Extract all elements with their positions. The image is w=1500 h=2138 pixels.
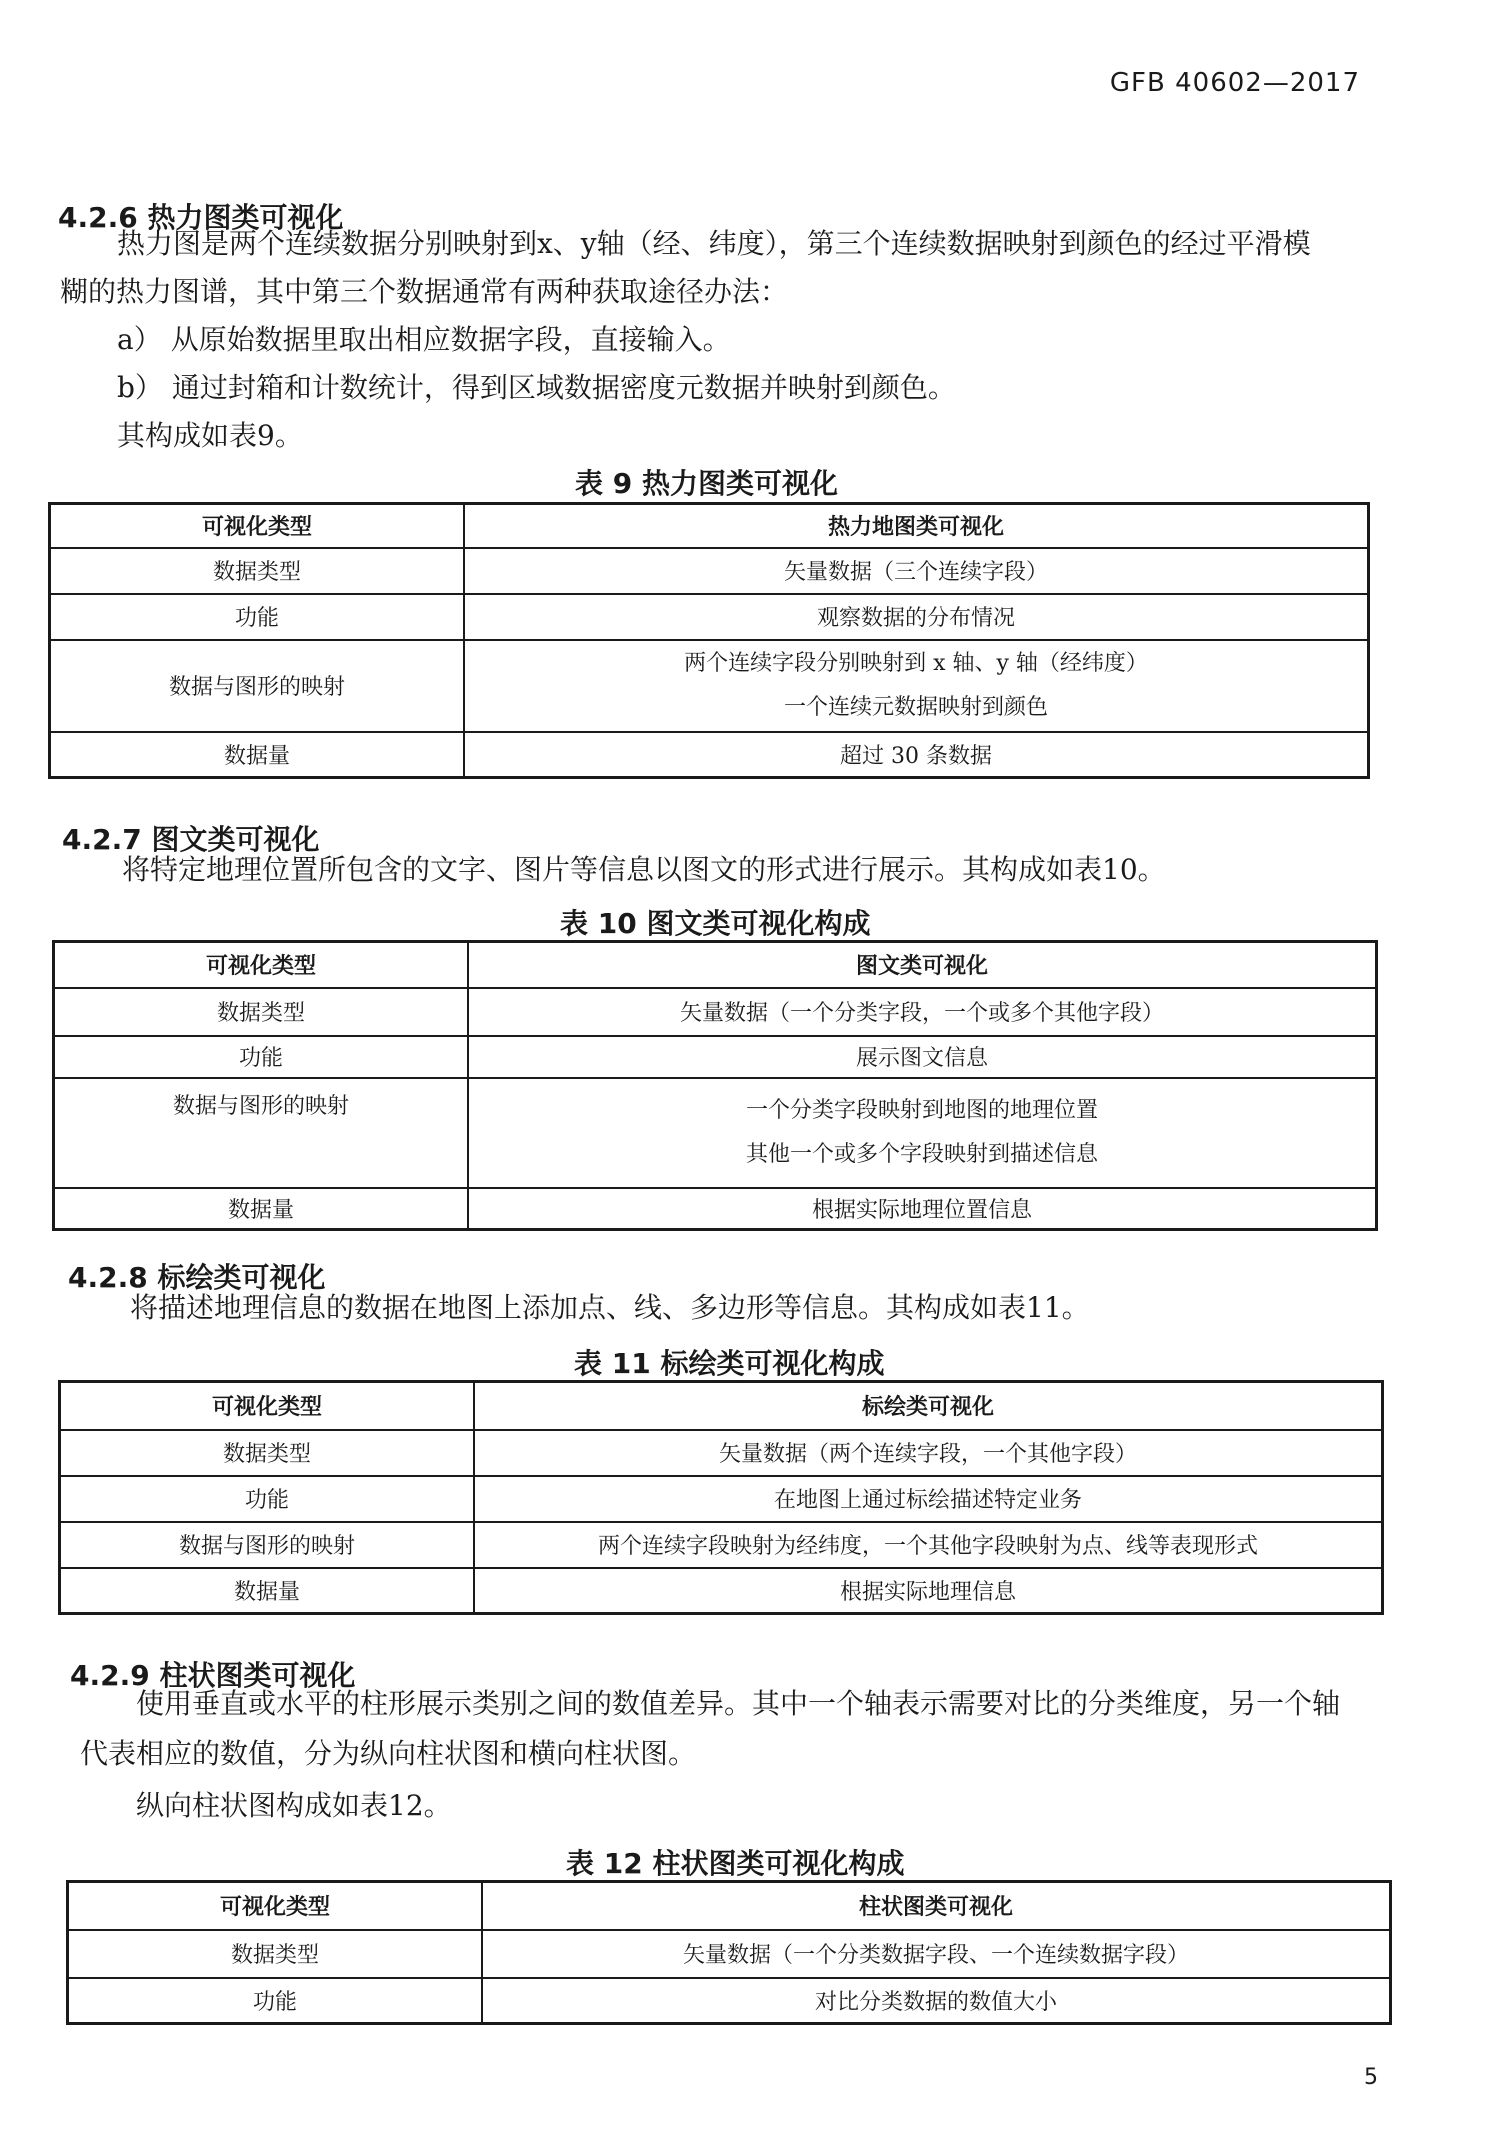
- table-row: [50, 640, 1369, 732]
- table-cell: 矢量数据（两个连续字段，一个其他字段）: [474, 1430, 1383, 1476]
- table10-header-type: 可视化类型: [54, 942, 469, 988]
- paragraph-429-line2: 代表相应的数值，分为纵向柱状图和横向柱状图。: [80, 1737, 697, 1770]
- table-row: [54, 988, 1377, 1036]
- table-row: [60, 1522, 1383, 1568]
- table-cell: 在地图上通过标绘描述特定业务: [474, 1476, 1383, 1522]
- table10: [52, 940, 1378, 1231]
- table-cell: 矢量数据（三个连续字段）: [464, 548, 1369, 594]
- table11: [58, 1380, 1384, 1615]
- paragraph-429-line1: 使用垂直或水平的柱形展示类别之间的数值差异。其中一个轴表示需要对比的分类维度，另一个轴: [136, 1687, 1341, 1720]
- table-row: [68, 1882, 1391, 1930]
- page-number: 5: [1364, 2065, 1378, 2090]
- paragraph-426-line2: 糊的热力图谱，其中第三个数据通常有两种获取途径办法：: [60, 275, 789, 308]
- table-row: [60, 1382, 1383, 1430]
- table-cell: 数据量: [60, 1568, 475, 1614]
- table-cell: 对比分类数据的数值大小: [482, 1978, 1391, 2024]
- paragraph-426-line1: 热力图是两个连续数据分别映射到x、y轴（经、纬度），第三个连续数据映射到颜色的经过平滑模: [117, 227, 1311, 260]
- table12-header-value: 柱状图类可视化: [482, 1882, 1391, 1930]
- table-cell: 功能: [60, 1476, 475, 1522]
- table-cell: 数据与图形的映射: [54, 1078, 469, 1188]
- table-cell: 数据类型: [60, 1430, 475, 1476]
- table-row: [54, 942, 1377, 988]
- table10-caption: 表 10 图文类可视化构成: [560, 907, 871, 940]
- standard-number: GFB 40602—2017: [1109, 68, 1360, 98]
- section-heading-427: 4.2.7 图文类可视化: [62, 823, 320, 856]
- table-row: [50, 548, 1369, 594]
- paragraph-427: 将特定地理位置所包含的文字、图片等信息以图文的形式进行展示。其构成如表10。: [122, 853, 1166, 886]
- table-cell: 矢量数据（一个分类数据字段、一个连续数据字段）: [482, 1930, 1391, 1978]
- table-row: [68, 1930, 1391, 1978]
- table9-header-value: 热力地图类可视化: [464, 504, 1369, 548]
- table-row: [50, 732, 1369, 778]
- table12-header-type: 可视化类型: [68, 1882, 483, 1930]
- table-row: [60, 1430, 1383, 1476]
- table12: [66, 1880, 1392, 2025]
- table-row: [54, 1078, 1377, 1188]
- table-cell: 功能: [50, 594, 465, 640]
- cell-line: 一个连续元数据映射到颜色: [783, 694, 1048, 720]
- table12-caption: 表 12 柱状图类可视化构成: [566, 1847, 905, 1880]
- table-cell: 展示图文信息: [468, 1036, 1377, 1078]
- table-cell: [464, 640, 1369, 732]
- table9: [48, 502, 1370, 779]
- table9-header-type: 可视化类型: [50, 504, 465, 548]
- table-cell: 数据类型: [50, 548, 465, 594]
- table-cell: 两个连续字段映射为经纬度，一个其他字段映射为点、线等表现形式: [474, 1522, 1383, 1568]
- table-cell: 功能: [68, 1978, 483, 2024]
- table-row: [60, 1568, 1383, 1614]
- table-row: [60, 1476, 1383, 1522]
- table-cell: 数据量: [54, 1188, 469, 1230]
- table11-caption: 表 11 标绘类可视化构成: [574, 1347, 885, 1380]
- section-heading-429: 4.2.9 柱状图类可视化: [70, 1659, 356, 1692]
- table-cell: 根据实际地理位置信息: [468, 1188, 1377, 1230]
- cell-line: 其他一个或多个字段映射到描述信息: [745, 1141, 1098, 1167]
- table-row: [54, 1188, 1377, 1230]
- section-heading-428: 4.2.8 标绘类可视化: [68, 1261, 326, 1294]
- section-heading-426: 4.2.6 热力图类可视化: [58, 201, 344, 234]
- paragraph-426-ref: 其构成如表9。: [117, 419, 303, 452]
- table-row: [50, 594, 1369, 640]
- table-cell: 数据类型: [54, 988, 469, 1036]
- table-cell: 观察数据的分布情况: [464, 594, 1369, 640]
- table-row: [50, 504, 1369, 548]
- table-cell: 超过 30 条数据: [464, 732, 1369, 778]
- table-cell: 根据实际地理信息: [474, 1568, 1383, 1614]
- cell-line: 两个连续字段分别映射到 x 轴、y 轴（经纬度）: [684, 650, 1148, 676]
- table10-header-value: 图文类可视化: [468, 942, 1377, 988]
- table-cell: 功能: [54, 1036, 469, 1078]
- table11-header-type: 可视化类型: [60, 1382, 475, 1430]
- list-item-a: a） 从原始数据里取出相应数据字段，直接输入。: [117, 323, 731, 356]
- table-cell: 数据与图形的映射: [60, 1522, 475, 1568]
- table-cell: 数据与图形的映射: [50, 640, 465, 732]
- table11-header-value: 标绘类可视化: [474, 1382, 1383, 1430]
- list-item-b: b） 通过封箱和计数统计，得到区域数据密度元数据并映射到颜色。: [117, 371, 956, 404]
- paragraph-428: 将描述地理信息的数据在地图上添加点、线、多边形等信息。其构成如表11。: [130, 1291, 1090, 1324]
- table-cell: 矢量数据（一个分类字段，一个或多个其他字段）: [468, 988, 1377, 1036]
- table-row: [68, 1978, 1391, 2024]
- table9-caption: 表 9 热力图类可视化: [575, 467, 838, 500]
- cell-line: 一个分类字段映射到地图的地理位置: [745, 1097, 1098, 1123]
- table-cell: 数据类型: [68, 1930, 483, 1978]
- paragraph-429-ref: 纵向柱状图构成如表12。: [136, 1789, 452, 1822]
- table-cell: [468, 1078, 1377, 1188]
- table-cell: 数据量: [50, 732, 465, 778]
- table-row: [54, 1036, 1377, 1078]
